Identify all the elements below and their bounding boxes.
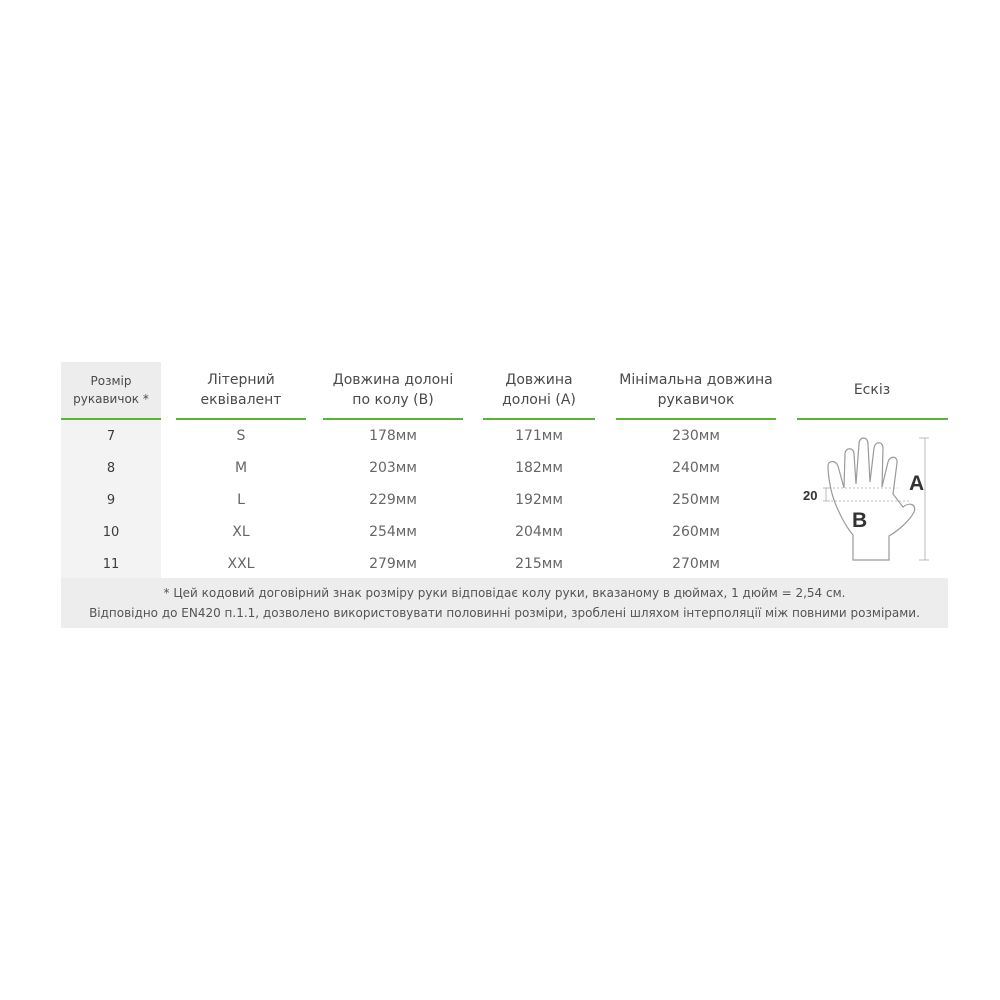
label-a: A (909, 472, 925, 495)
footnote (61, 578, 948, 628)
table-cell-length: 171мм (515, 428, 563, 444)
table-cell-size: 9 (106, 492, 116, 508)
label-b: B (852, 509, 868, 532)
size-chart-panel (61, 362, 948, 628)
header-underline (797, 418, 948, 420)
table-cell-size: 8 (106, 460, 116, 476)
table-cell-circumference: 178мм (369, 428, 417, 444)
table-cell-letter: XXL (227, 556, 255, 572)
footnote-line-1: * Цей кодовий договірний знак розміру руки відповідає колу руки, вказаному в дюймах, 1 дюйм = 2,54 см. (163, 586, 846, 600)
header-size-text: Розмір рукавичок * (73, 374, 149, 406)
header-sketch (797, 362, 947, 418)
table-cell-circumference: 203мм (369, 460, 417, 476)
table-cell-length: 215мм (515, 556, 563, 572)
table-cell-min-length: 240мм (672, 460, 720, 476)
header-circumference-text: Довжина долоні по колу (B) (332, 372, 454, 408)
header-min-length-text: Мінімальна довжина рукавичок (619, 372, 773, 408)
table-cell-length: 182мм (515, 460, 563, 476)
table-cell-size: 11 (102, 556, 120, 572)
table-cell-min-length: 270мм (672, 556, 720, 572)
table-cell-circumference: 229мм (369, 492, 417, 508)
header-sketch-text: Ескіз (853, 382, 891, 398)
header-letter (176, 362, 306, 418)
table-cell-letter: M (234, 460, 248, 476)
table-cell-min-length: 260мм (672, 524, 720, 540)
hand-icon (828, 438, 915, 560)
table-cell-letter: S (236, 428, 246, 444)
label-20: 20 (803, 488, 818, 503)
header-min-length (616, 362, 776, 418)
table-cell-size: 7 (106, 428, 116, 444)
footnote-line-2: Відповідно до EN420 п.1.1, дозволено використовувати половинні розміри, зроблені шляхом інтерполяції між повними розмірами. (89, 606, 920, 620)
table-cell-length: 192мм (515, 492, 563, 508)
header-length (483, 362, 595, 418)
table-cell-letter: L (237, 492, 245, 508)
table-cell-min-length: 230мм (672, 428, 720, 444)
glove-sketch (801, 432, 946, 567)
table-cell-circumference: 254мм (369, 524, 417, 540)
header-circumference (323, 362, 463, 418)
table-cell-circumference: 279мм (369, 556, 417, 572)
table-cell-size: 10 (102, 524, 120, 540)
table-cell-letter: XL (232, 524, 250, 540)
header-length-text: Довжина долоні (A) (502, 372, 576, 408)
header-size (61, 362, 161, 418)
table-cell-min-length: 250мм (672, 492, 720, 508)
table-cell-length: 204мм (515, 524, 563, 540)
header-letter-text: Літерний еквівалент (200, 372, 282, 408)
